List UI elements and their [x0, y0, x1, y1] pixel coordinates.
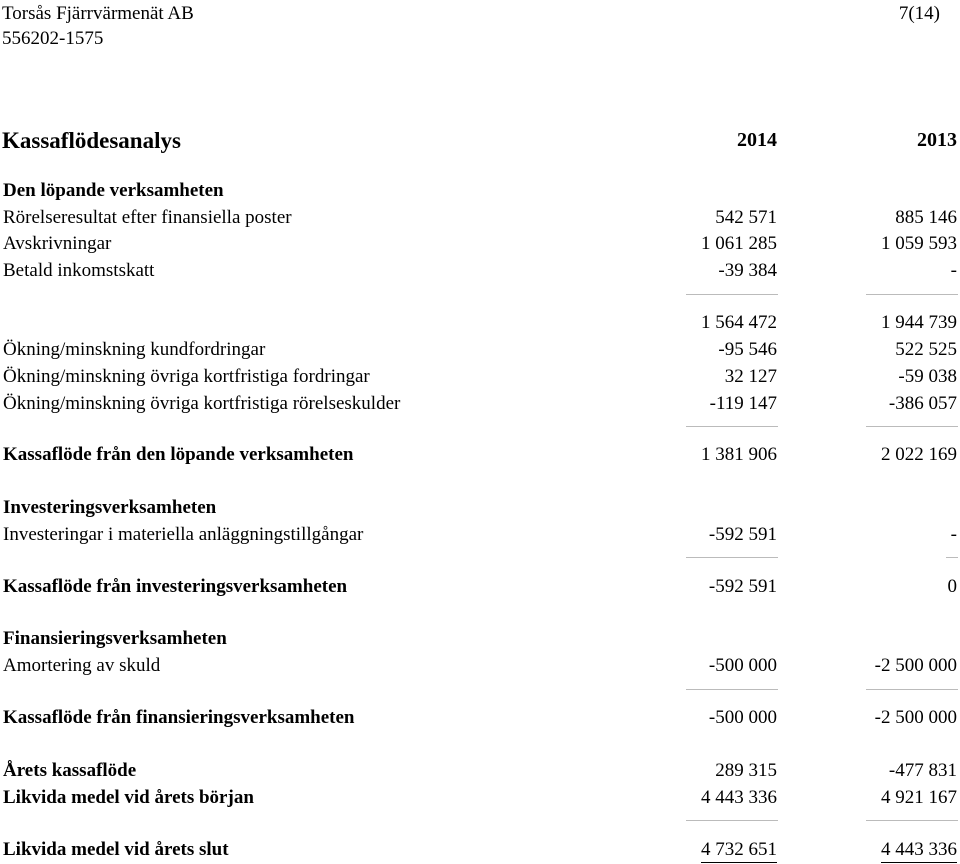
table-row — [0, 338, 960, 362]
row-label: Rörelseresultat efter finansiella poster — [3, 207, 292, 228]
value-2013: 0 — [947, 576, 957, 597]
year-2014-header: 2014 — [737, 129, 777, 151]
value-2014: -592 591 — [708, 524, 777, 545]
value-2014: -39 384 — [718, 260, 777, 281]
value-2014: -500 000 — [708, 707, 777, 728]
row-label: Likvida medel vid årets början — [3, 787, 254, 808]
value-2014: 1 061 285 — [701, 233, 777, 254]
value-2014: 4 443 336 — [701, 787, 777, 808]
row-label: Investeringar i materiella anläggningstillgångar — [3, 524, 364, 545]
year-2013-header: 2013 — [917, 129, 957, 151]
sum-rule — [686, 689, 778, 690]
table-row — [0, 365, 960, 389]
table-row — [0, 232, 960, 256]
row-label: Avskrivningar — [3, 233, 112, 254]
value-2013: 1 944 739 — [881, 312, 957, 333]
value-2013: -59 038 — [898, 366, 957, 387]
sum-rule — [686, 426, 778, 427]
row-label: Ökning/minskning övriga kortfristiga rörelseskulder — [3, 393, 401, 414]
section-heading — [0, 627, 960, 651]
statement-title: Kassaflödesanalys — [2, 128, 181, 153]
row-label: Investeringsverksamheten — [3, 497, 217, 518]
summary-row — [0, 759, 960, 783]
row-label: Den löpande verksamheten — [3, 180, 224, 201]
value-2014: -592 591 — [708, 576, 777, 597]
page-number: 7(14) — [898, 3, 940, 24]
value-2014: 1 564 472 — [701, 312, 777, 333]
row-label: Amortering av skuld — [3, 655, 161, 676]
value-2013: 1 059 593 — [881, 233, 957, 254]
value-2014: 4 732 651 — [701, 838, 777, 863]
org-number: 556202-1575 — [2, 28, 104, 49]
value-2014: -95 546 — [718, 339, 777, 360]
subtotal-row — [0, 311, 960, 335]
value-2013: -477 831 — [888, 760, 957, 781]
table-row — [0, 392, 960, 416]
row-label: Kassaflöde från investeringsverksamheten — [3, 576, 348, 597]
value-2013: 2 022 169 — [881, 444, 957, 465]
row-label: Ökning/minskning övriga kortfristiga fordringar — [3, 366, 370, 387]
value-2013: -2 500 000 — [874, 655, 957, 676]
row-label: Årets kassaflöde — [3, 760, 137, 781]
value-2014: 32 127 — [724, 366, 777, 387]
row-label: Kassaflöde från den löpande verksamheten — [3, 444, 354, 465]
table-row — [0, 259, 960, 283]
value-2013: - — [950, 524, 957, 545]
section-heading — [0, 179, 960, 203]
sum-rule — [866, 426, 958, 427]
company-name: Torsås Fjärrvärmenät AB — [2, 3, 194, 24]
row-label: Kassaflöde från finansieringsverksamheten — [3, 707, 355, 728]
value-2014: -500 000 — [708, 655, 777, 676]
value-2013: -2 500 000 — [874, 707, 957, 728]
sum-rule — [866, 294, 958, 295]
row-label: Ökning/minskning kundfordringar — [3, 339, 266, 360]
closing-balance-row — [0, 838, 960, 862]
value-2013: 885 146 — [895, 207, 957, 228]
section-heading — [0, 496, 960, 520]
value-2013: 522 525 — [895, 339, 957, 360]
value-2013: 4 443 336 — [881, 838, 957, 863]
value-2014: 289 315 — [715, 760, 777, 781]
value-2013: 4 921 167 — [881, 787, 957, 808]
row-label: Likvida medel vid årets slut — [3, 839, 229, 860]
sum-rule — [686, 294, 778, 295]
sum-rule — [946, 557, 958, 558]
total-row — [0, 575, 960, 599]
table-row — [0, 206, 960, 230]
value-2013: - — [950, 260, 957, 281]
sum-rule — [686, 820, 778, 821]
value-2014: 542 571 — [715, 207, 777, 228]
total-row — [0, 443, 960, 467]
total-row — [0, 706, 960, 730]
sum-rule — [866, 689, 958, 690]
value-2014: -119 147 — [709, 393, 777, 414]
table-row — [0, 523, 960, 547]
sum-rule — [866, 820, 958, 821]
value-2014: 1 381 906 — [701, 444, 777, 465]
value-2013: -386 057 — [888, 393, 957, 414]
sum-rule — [686, 557, 778, 558]
row-label: Betald inkomstskatt — [3, 260, 155, 281]
table-row — [0, 654, 960, 678]
row-label: Finansieringsverksamheten — [3, 628, 227, 649]
summary-row — [0, 786, 960, 810]
